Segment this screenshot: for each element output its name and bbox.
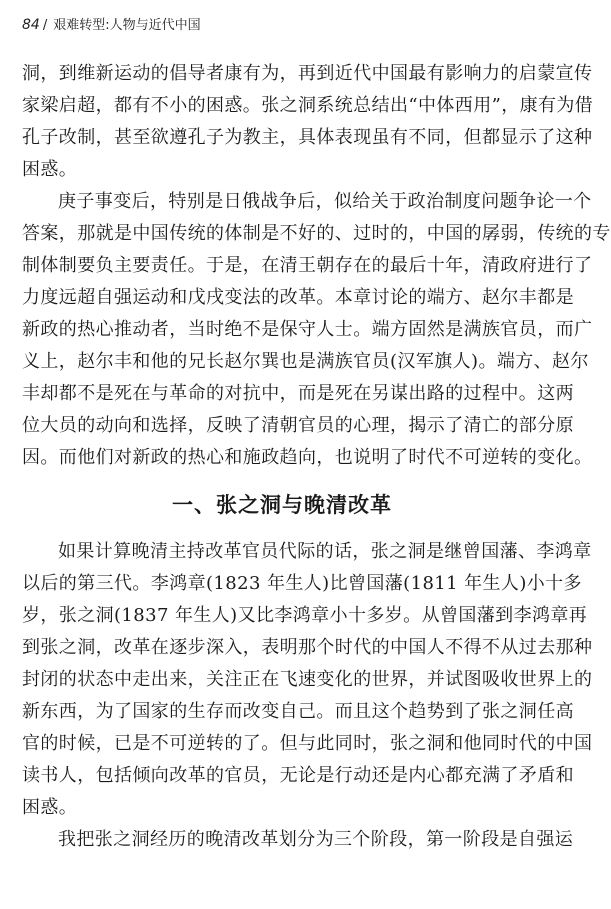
page-number: 84 xyxy=(22,17,40,33)
text-line: 丰却都不是死在与革命的对抗中，而是死在另谋出路的过程中。这两 xyxy=(22,383,574,404)
section-heading: 一、张之洞与晚清改革 xyxy=(172,493,392,517)
text-line: 读书人，包括倾向改革的官员，无论是行动还是内心都充满了矛盾和 xyxy=(22,765,574,786)
text-line: 新东西，为了国家的生存而改变自己。而且这个趋势到了张之洞任高 xyxy=(22,701,574,722)
paragraph xyxy=(22,536,593,824)
text-line: 困惑。 xyxy=(22,797,78,818)
text-line: 以后的第三代。李鸿章(1823 年生人)比曾国藩(1811 年生人)小十多 xyxy=(22,573,582,594)
paragraph xyxy=(22,186,611,474)
header-separator: / xyxy=(42,18,48,33)
text-line: 封闭的状态中走出来，关注正在飞速变化的世界，并试图吸收世界上的 xyxy=(22,669,593,690)
text-line: 制体制要负主要责任。于是，在清王朝存在的最后十年，清政府进行了 xyxy=(22,255,593,276)
text-line: 庚子事变后，特别是日俄战争后，似给关于政治制度问题争论一个 xyxy=(58,191,592,212)
body-text xyxy=(22,58,611,856)
text-line: 答案，那就是中国传统的体制是不好的、过时的，中国的孱弱，传统的专 xyxy=(22,223,611,244)
text-line: 洞，到维新运动的倡导者康有为，再到近代中国最有影响力的启蒙宣传 xyxy=(22,63,593,84)
text-line: 岁，张之洞(1837 年生人)又比李鸿章小十多岁。从曾国藩到李鸿章再 xyxy=(22,605,588,626)
text-line: 因。而他们对新政的热心和施政趋向，也说明了时代不可逆转的变化。 xyxy=(22,447,593,468)
text-line: 新政的热心推动者，当时绝不是保守人士。端方固然是满族官员，而广 xyxy=(22,319,593,340)
text-line: 官的时候，已是不可逆转的了。但与此同时，张之洞和他同时代的中国 xyxy=(22,733,593,754)
text-line: 位大员的动向和选择，反映了清朝官员的心理，揭示了清亡的部分原 xyxy=(22,415,574,436)
text-line: 力度远超自强运动和戊戌变法的改革。本章讨论的端方、赵尔丰都是 xyxy=(22,287,574,308)
text-line: 孔子改制，甚至欲遵孔子为教主，具体表现虽有不同，但都显示了这种 xyxy=(22,127,593,148)
text-line: 到张之洞，改革在逐步深入，表明那个时代的中国人不得不从过去那种 xyxy=(22,637,593,658)
paragraph xyxy=(22,824,574,856)
text-line: 如果计算晚清主持改革官员代际的话，张之洞是继曾国藩、李鸿章 xyxy=(58,541,592,562)
book-title: 艰难转型:人物与近代中国 xyxy=(53,18,201,33)
text-line: 义上，赵尔丰和他的兄长赵尔巽也是满族官员(汉军旗人)。端方、赵尔 xyxy=(22,351,589,372)
text-line: 家梁启超，都有不小的困惑。张之洞系统总结出“中体西用”，康有为借 xyxy=(22,95,594,116)
text-line: 我把张之洞经历的晚清改革划分为三个阶段，第一阶段是自强运 xyxy=(58,829,574,850)
running-header xyxy=(22,14,201,33)
text-line: 困惑。 xyxy=(22,159,78,180)
paragraph xyxy=(22,58,594,186)
